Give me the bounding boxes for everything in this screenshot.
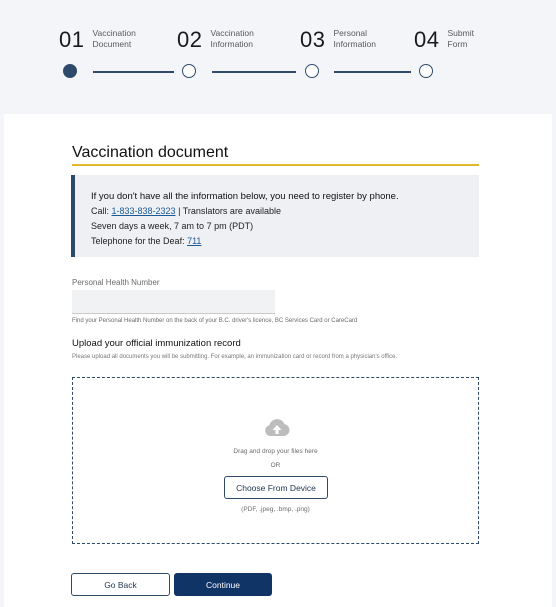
step-1-number: 01 <box>59 27 85 52</box>
or-text: OR <box>270 462 281 469</box>
upload-description: Please upload all documents you will be submitting. For example, an immunization card or record from a physician's office. <box>72 354 398 360</box>
choose-from-device-button[interactable]: Choose From Device <box>224 476 328 499</box>
notice-call-line <box>91 204 479 219</box>
page-title: Vaccination document <box>72 144 229 161</box>
step-2-label <box>210 28 266 50</box>
step-4-label <box>447 28 503 50</box>
step-3-label-line1: Personal <box>333 28 368 38</box>
notice-hours: Seven days a week, 7 am to 7 pm (PDT) <box>91 221 254 231</box>
phn-help-text: Find your Personal Health Number on the back of your B.C. driver's licence, BC Services Card or CareCard <box>72 318 358 324</box>
step-2-label-line1: Vaccination <box>210 28 254 38</box>
step-3-label <box>333 28 389 50</box>
step-3 <box>300 27 389 53</box>
notice-tdd-line <box>91 234 479 249</box>
translators-text: | Translators are available <box>175 206 281 216</box>
go-back-button[interactable]: Go Back <box>71 573 170 596</box>
step-4-indicator <box>419 64 433 78</box>
step-4-label-line1: Submit <box>447 28 474 38</box>
title-divider <box>72 164 479 166</box>
phone-link[interactable]: 1-833-838-2323 <box>111 206 176 216</box>
call-prefix: Call: <box>91 206 112 216</box>
step-2-indicator <box>182 64 196 78</box>
step-1-label <box>92 28 148 50</box>
step-4-label-line2: Form <box>447 39 468 49</box>
cloud-upload-icon <box>263 416 291 438</box>
notice-heading: If you don't have all the information below, you need to register by phone. <box>91 191 399 202</box>
progress-stepper <box>0 0 556 114</box>
tdd-prefix: Telephone for the Deaf: <box>91 236 188 246</box>
file-dropzone[interactable] <box>72 377 479 544</box>
step-connector-3 <box>334 71 411 73</box>
step-2-number: 02 <box>177 27 203 52</box>
continue-button[interactable]: Continue <box>174 573 272 596</box>
step-3-number: 03 <box>300 27 326 52</box>
phone-registration-notice <box>71 175 479 257</box>
form-panel <box>4 114 552 607</box>
step-connector-2 <box>212 71 296 73</box>
phn-input[interactable] <box>72 290 275 314</box>
step-4-number: 04 <box>414 27 440 52</box>
step-2 <box>177 27 266 53</box>
step-1-label-line2: Document <box>92 39 132 49</box>
step-connector-1 <box>93 71 174 73</box>
step-1-label-line1: Vaccination <box>92 28 136 38</box>
step-1 <box>59 27 148 53</box>
upload-title: Upload your official immunization record <box>72 338 241 349</box>
accepted-formats-text: (PDF, .jpeg, .bmp, .png) <box>241 506 310 513</box>
step-3-indicator <box>305 64 319 78</box>
step-2-label-line2: Information <box>210 39 254 49</box>
step-3-label-line2: Information <box>333 39 377 49</box>
step-1-indicator <box>63 64 77 78</box>
drag-drop-text: Drag and drop your files here <box>233 448 318 455</box>
step-4 <box>414 27 503 53</box>
phn-label: Personal Health Number <box>72 278 160 287</box>
tdd-link[interactable]: 711 <box>187 236 202 246</box>
